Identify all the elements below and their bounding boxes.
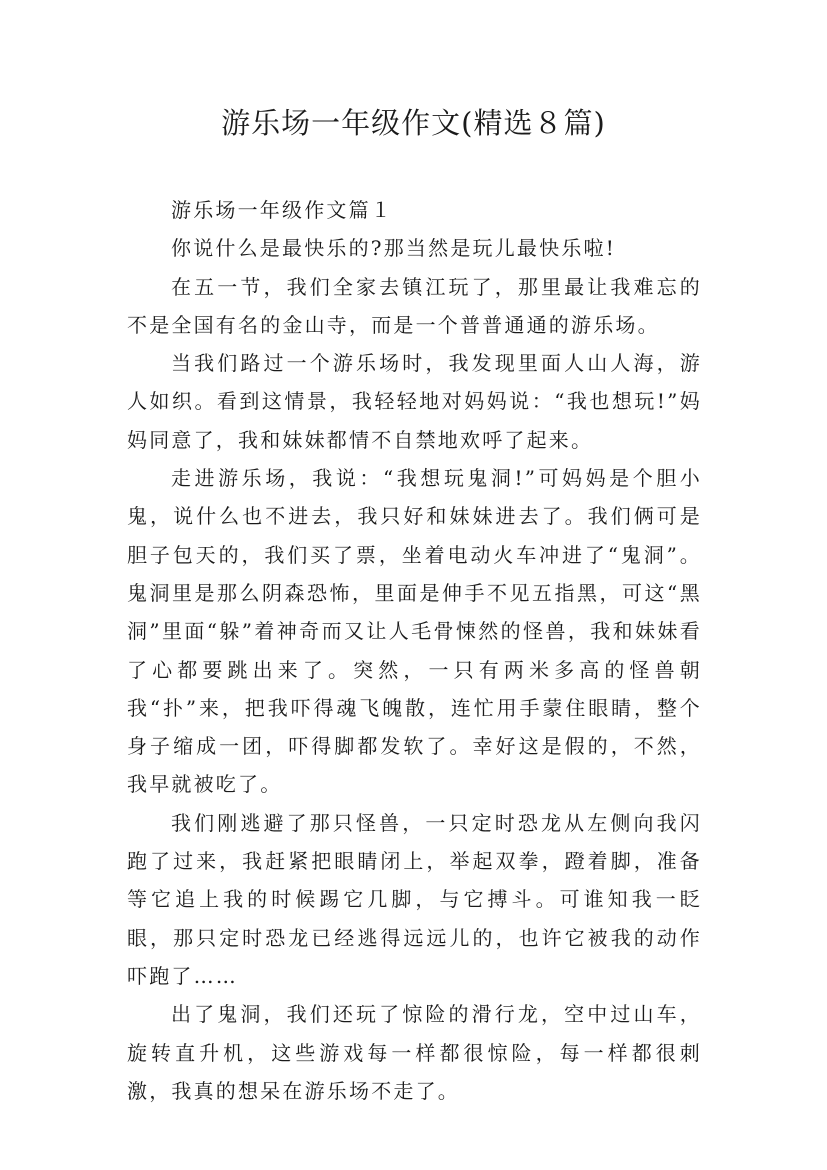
- paragraph: 你说什么是最快乐的?那当然是玩儿最快乐啦!: [171, 236, 616, 261]
- document-body: [127, 191, 702, 1110]
- paragraph: 在五一节，我们全家去镇江玩了，那里最让我难忘的不是全国有名的金山寺，而是一个普普通通的游乐场。: [127, 274, 702, 337]
- paragraph: 当我们路过一个游乐场时，我发现里面人山人海，游人如织。看到这情景，我轻轻地对妈妈说：“我也想玩!”妈妈同意了，我和妹妹都情不自禁地欢呼了起来。: [127, 351, 702, 452]
- paragraph: 走进游乐场，我说：“我想玩鬼洞!”可妈妈是个胆小鬼，说什么也不进去，我只好和妹妹进去了。我们俩可是胆子包天的，我们买了票，坐着电动火车冲进了“鬼洞”。鬼洞里是那么阴森恐怖，里面是伸手不见五指黑，可这“黑洞”里面“躲”着神奇而又让人毛骨悚然的怪兽，我和妹妹看了心都要跳出来了。突然，一只有两米多高的怪兽朝我“扑”来，把我吓得魂飞魄散，连忙用手蒙住眼睛，整个身子缩成一团，吓得脚都发软了。幸好这是假的，不然，我早就被吃了。: [127, 466, 702, 797]
- paragraph: 出了鬼洞，我们还玩了惊险的滑行龙，空中过山车，旋转直升机，这些游戏每一样都很惊险，每一样都很刺激，我真的想呆在游乐场不走了。: [127, 1002, 702, 1103]
- section-heading: 游乐场一年级作文篇１: [171, 198, 393, 222]
- paragraph: 我们刚逃避了那只怪兽，一只定时恐龙从左侧向我闪跑了过来，我赶紧把眼睛闭上，举起双拳，蹬着脚，准备等它追上我的时候踢它几脚，与它搏斗。可谁知我一眨眼，那只定时恐龙已经逃得远远儿的，也许它被我的动作吓跑了……: [127, 810, 702, 988]
- document-title: 游乐场一年级作文(精选８篇): [221, 106, 606, 140]
